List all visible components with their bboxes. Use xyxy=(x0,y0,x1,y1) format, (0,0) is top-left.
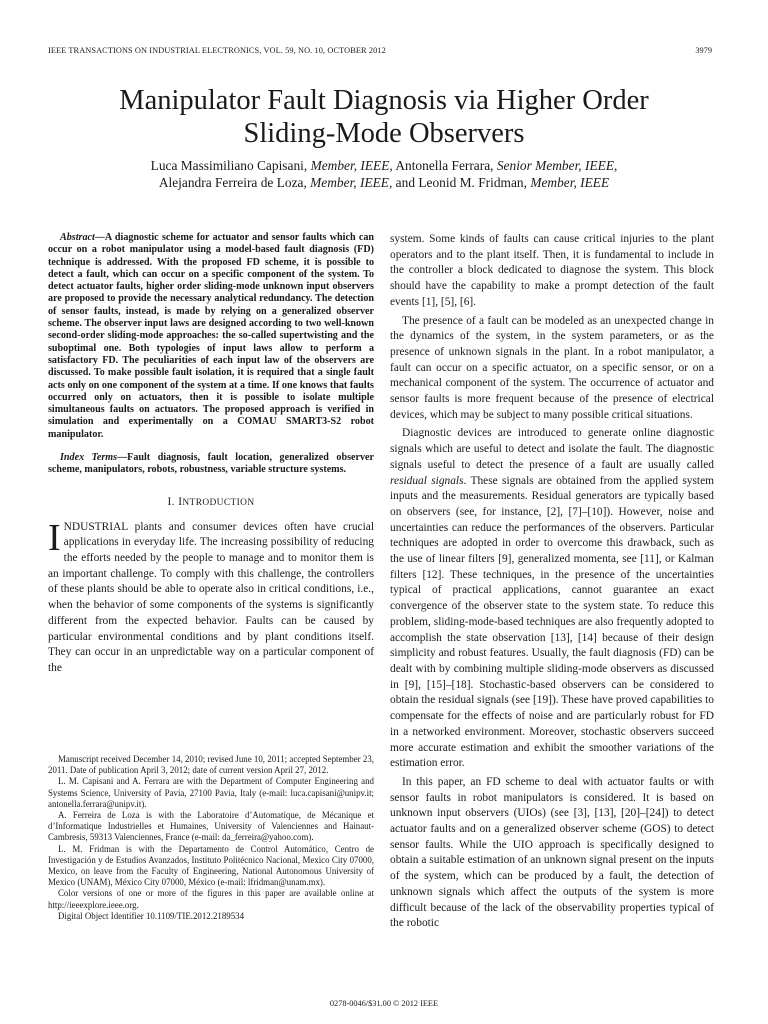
right-paragraph-3b: . These signals are obtained from the applied system inputs and the measurements. Residual generators are typically based on observers (see, for instance, [2], [7]–[10]). However, noise and uncertainties can reduce the performances of the observers. Particular techniques are adopted in order to overcome this drawback, such as the use of linear filters [9], generalized momenta, see [11], or Kalman filters [12]. These techniques, in the presence of the uncertainties typical of practical applications, cannot guarantee an exact convergence of the observer state to the system state. To reduce this problem, sliding-mode-based techniques are also frequently adopted to accomplish the state observation [13], [14] because of their design simplicity and robust features. Usually, the fault diagnosis (FD) can be dealt with by combining multiple sliding-mode observers as discussed in [9], [15]–[18]. Stochastic-based observers can be considered to obtain the residual signals (see [19]). These have proved capabilities to compensate for the effects of noise and are particularly robust for FD in a networked environment. Moreover, stochastic observers succeed more accurate estimation and exhibit the smoother variations of the estimation error. xyxy=(390,474,714,770)
footnote-manuscript: Manuscript received December 14, 2010; revised June 10, 2011; accepted September 23, 2011. Date of publication April 3, 2012; date of current version April 27, 2012. xyxy=(48,754,374,776)
right-paragraph-1: system. Some kinds of faults can cause critical injuries to the plant operators and to the plant itself. Then, it is fundamental to include in the controller a block dedicated to diagnose the system. This block should have the capability to make a prompt detection of the fault events [1], [5], [6]. xyxy=(390,233,714,308)
section-title-rest: NTRODUCTION xyxy=(182,497,255,508)
title-line-1: Manipulator Fault Diagnosis via Higher Order xyxy=(119,85,649,116)
author-3-role: Member, IEEE xyxy=(310,174,389,190)
footnote-author-2: A. Ferreira de Loza is with the Laboratoire d’Automatique, de Mécanique et d’Informatique Industrielles et Humaines, University of Valenciennes and Hainaut-Cambresis, 59313 Valenciennes, France (e-mail: da_ferreira@yahoo.com). xyxy=(48,810,374,843)
author-1-role: Member, IEEE xyxy=(310,158,390,173)
author-1-name: Luca Massimiliano Capisani, xyxy=(150,158,311,173)
abstract xyxy=(48,232,374,441)
journal-header: IEEE TRANSACTIONS ON INDUSTRIAL ELECTRONICS, VOL. 59, NO. 10, OCTOBER 2012 xyxy=(48,46,386,55)
index-terms-lead: Index Terms xyxy=(60,452,118,464)
section-initial: I xyxy=(178,495,183,508)
abstract-text: —A diagnostic scheme for actuator and sensor faults which can occur on a robot manipulator using a model-based fault diagnosis (FD) technique is addressed. With the proposed FD scheme, it is possible to detect a fault, which can occur on a specific component of the system. To detect actuator faults, higher order sliding-mode unknown input observers are proposed to provide the necessary analytical redundancy. The detection of sensor faults, instead, is made by relying on a generalized observer scheme. The observer input laws are designed according to two well-known second-order sliding-mode approaches: the so-called supertwisting and the suboptimal one. Both typologies of input laws allow to perform a satisfactory FD. The peculiarities of each input law of the observers are discussed. To make possible fault isolation, it is required that a single fault acts only on one component of the system at a time. If one knows that faults occurred only on actuators, then it is possible to isolate multiple simultaneous faults on actuators. The proposed approach is verified in simulation and experimentally on a COMAU SMART3-S2 robot manipulator. xyxy=(48,232,374,440)
author-list xyxy=(48,158,720,191)
residual-signals-term: residual signals xyxy=(390,474,464,487)
footnote-doi: Digital Object Identifier 10.1109/TIE.2012.2189534 xyxy=(58,910,245,921)
index-terms xyxy=(48,452,374,477)
intro-text: NDUSTRIAL plants and consumer devices often have crucial applications in everyday life. The increasing possibility of reducing the efforts needed by the people to manage and to monitor them is an important challenge. To comply with this challenge, the controllers of these plants should be able to operate also in critical conditions, i.e., when the behavior of some components of the systems is significantly different from the expected behavior. Faults can be caused by particular environmental conditions and by plant conditions itself. They can occur in an unpredictable way on a particular component of the xyxy=(48,520,374,674)
author-4-role: Member, IEEE xyxy=(530,174,610,190)
title-line-2: Sliding-Mode Observers xyxy=(243,118,525,149)
footnote-author-1: L. M. Capisani and A. Ferrara are with the Department of Computer Engineering and Systems Science, University of Pavia, 27100 Pavia, Italy (e-mail: luca.capisani@unipv.it; antonella.ferrara@unipv.it). xyxy=(48,776,374,809)
index-terms-text: —Fault diagnosis, fault location, generalized observer scheme, manipulators, robots, robustness, variable structure systems. xyxy=(48,452,374,476)
right-paragraph-2: The presence of a fault can be modeled as an unexpected change in the dynamics of the system, in the system parameters, or as the presence of unknown signals in the plant. In a robot manipulator, a fault can occur on a specific actuator, on a specific sensor, or on a mechanical component of the system. The occurrence of actuator and sensor faults is more frequent because of the presence of electrical devices, which may be subject to many possible critical situations. xyxy=(390,314,714,421)
abstract-lead: Abstract xyxy=(60,232,95,243)
author-3-name: Alejandra Ferreira de Loza, xyxy=(158,174,311,190)
right-paragraph-4: In this paper, an FD scheme to deal with actuator faults or with sensor faults in robot manipulators is considered. It is based on unknown input observers (UIOs) (see [3], [13], [20]–[24]) to detect actuator faults and on a generalized observer scheme (GOS) to detect sensor faults. While the UIO approach is specifically designed to obtain a suitable estimation of an unknown signal present on the inputs of the system, which can be produced by a fault, the detection of unknown signals which affect the outputs of the system is more difficult because of the lack of the observability properties typical of the robotic xyxy=(390,775,714,930)
paper-title xyxy=(48,84,720,150)
section-numeral: I. xyxy=(167,495,179,508)
drop-cap: I xyxy=(48,516,61,559)
section-heading-introduction xyxy=(48,496,374,508)
right-paragraph-3a: Diagnostic devices are introduced to generate online diagnostic signals which are useful to detect and isolate the fault. The diagnostic signals useful to detect the presence of a fault are usually called xyxy=(390,427,714,471)
page-number: 3979 xyxy=(695,46,712,55)
author-sep-2: , xyxy=(614,158,618,173)
right-paragraph-3 xyxy=(390,426,714,771)
footnote-color: Color versions of one or more of the figures in this paper are available online at http://ieeexplore.ieee.org. xyxy=(48,888,374,910)
footnote-author-3: L. M. Fridman is with the Departamento de Control Automático, Centro de Investigación y de Estudios Avanzados, Instituto Politécnico Nacional, Mexico City 07000, Mexico, on leave from the Faculty of Engineering, National Autonomous University of Mexico (UNAM), México City 07000, México (e-mail: lfridman@unam.mx). xyxy=(48,843,374,888)
author-sep-3: , and Leonid M. Fridman, xyxy=(388,174,531,190)
author-2-role: Senior Member, IEEE xyxy=(496,158,614,173)
copyright-footer: 0278-0046/$31.00 © 2012 IEEE xyxy=(329,999,439,1008)
author-sep-1: , Antonella Ferrara, xyxy=(389,158,497,173)
left-column xyxy=(48,232,374,677)
footnotes xyxy=(48,754,374,922)
intro-paragraph xyxy=(48,516,374,677)
right-column xyxy=(390,232,714,932)
